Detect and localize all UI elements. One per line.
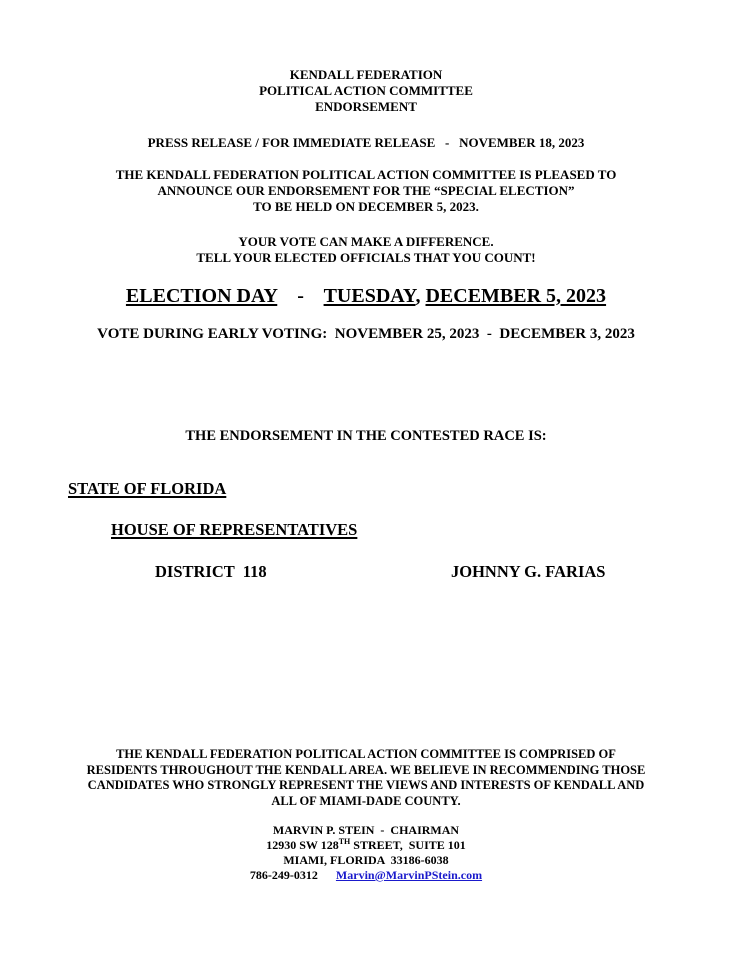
header-committee-name: POLITICAL ACTION COMMITTEE <box>259 83 473 98</box>
endorsement-intro: THE ENDORSEMENT IN THE CONTESTED RACE IS: <box>185 428 547 444</box>
contact-phone: 786-249-0312 <box>249 868 318 882</box>
about-committee <box>0 747 732 809</box>
race-candidate: JOHNNY G. FARIAS <box>451 562 606 581</box>
about-line-4: ALL OF MIAMI-DADE COUNTY. <box>271 793 461 808</box>
contact-street-suffix: TH <box>338 837 351 846</box>
press-release-date: NOVEMBER 18, 2023 <box>459 135 585 150</box>
about-line-2: RESIDENTS THROUGHOUT THE KENDALL AREA. WE BELIEVE IN RECOMMENDING THOSE <box>86 762 646 777</box>
contact-street-number: 12930 SW 128 <box>266 838 339 852</box>
press-release-separator: - <box>444 135 450 150</box>
slogan <box>0 234 732 266</box>
early-voting-end: DECEMBER 3, 2023 <box>499 326 635 342</box>
contact-street <box>0 838 732 853</box>
announcement-line-3: TO BE HELD ON DECEMBER 5, 2023. <box>253 199 479 214</box>
election-day-date: DECEMBER 5, 2023 <box>425 285 607 307</box>
race-chamber: HOUSE OF REPRESENTATIVES <box>111 520 358 539</box>
announcement <box>0 167 732 215</box>
header <box>0 67 732 115</box>
race-state: STATE OF FLORIDA <box>68 479 227 498</box>
contact-city: MIAMI, FLORIDA 33186-6038 <box>283 853 449 867</box>
election-day-label: ELECTION DAY <box>125 285 278 307</box>
announcement-line-2: ANNOUNCE OUR ENDORSEMENT FOR THE “SPECIAL ELECTION” <box>157 183 575 198</box>
early-voting-line <box>0 325 732 343</box>
race-district: DISTRICT 118 <box>155 562 267 581</box>
early-voting-separator: - <box>486 326 492 342</box>
slogan-line-2: TELL YOUR ELECTED OFFICIALS THAT YOU COUNT! <box>196 250 536 265</box>
contact-email-link[interactable]: Marvin@MarvinPStein.com <box>335 868 483 882</box>
press-release-line <box>0 135 732 151</box>
press-release-label: PRESS RELEASE / FOR IMMEDIATE RELEASE <box>147 135 436 150</box>
election-day-comma: , <box>415 285 421 307</box>
about-line-1: THE KENDALL FEDERATION POLITICAL ACTION COMMITTEE IS COMPRISED OF <box>116 747 616 761</box>
header-endorsement-title: ENDORSEMENT <box>315 99 417 114</box>
slogan-line-1: YOUR VOTE CAN MAKE A DIFFERENCE. <box>238 234 494 249</box>
election-day-separator: - <box>297 285 304 307</box>
election-day-weekday: TUESDAY <box>323 285 416 307</box>
contact-phone-email <box>0 868 732 883</box>
contact-block <box>0 823 732 883</box>
early-voting-start: NOVEMBER 25, 2023 <box>334 326 480 342</box>
announcement-line-1: THE KENDALL FEDERATION POLITICAL ACTION COMMITTEE IS PLEASED TO <box>115 167 617 182</box>
election-day-line <box>0 284 732 308</box>
contact-street-rest: STREET, SUITE 101 <box>350 838 466 852</box>
contact-chairman: MARVIN P. STEIN - CHAIRMAN <box>272 823 460 837</box>
header-org-name: KENDALL FEDERATION <box>289 67 443 82</box>
early-voting-label: VOTE DURING EARLY VOTING: <box>97 326 328 342</box>
about-line-3: CANDIDATES WHO STRONGLY REPRESENT THE VIEWS AND INTERESTS OF KENDALL AND <box>87 778 645 792</box>
